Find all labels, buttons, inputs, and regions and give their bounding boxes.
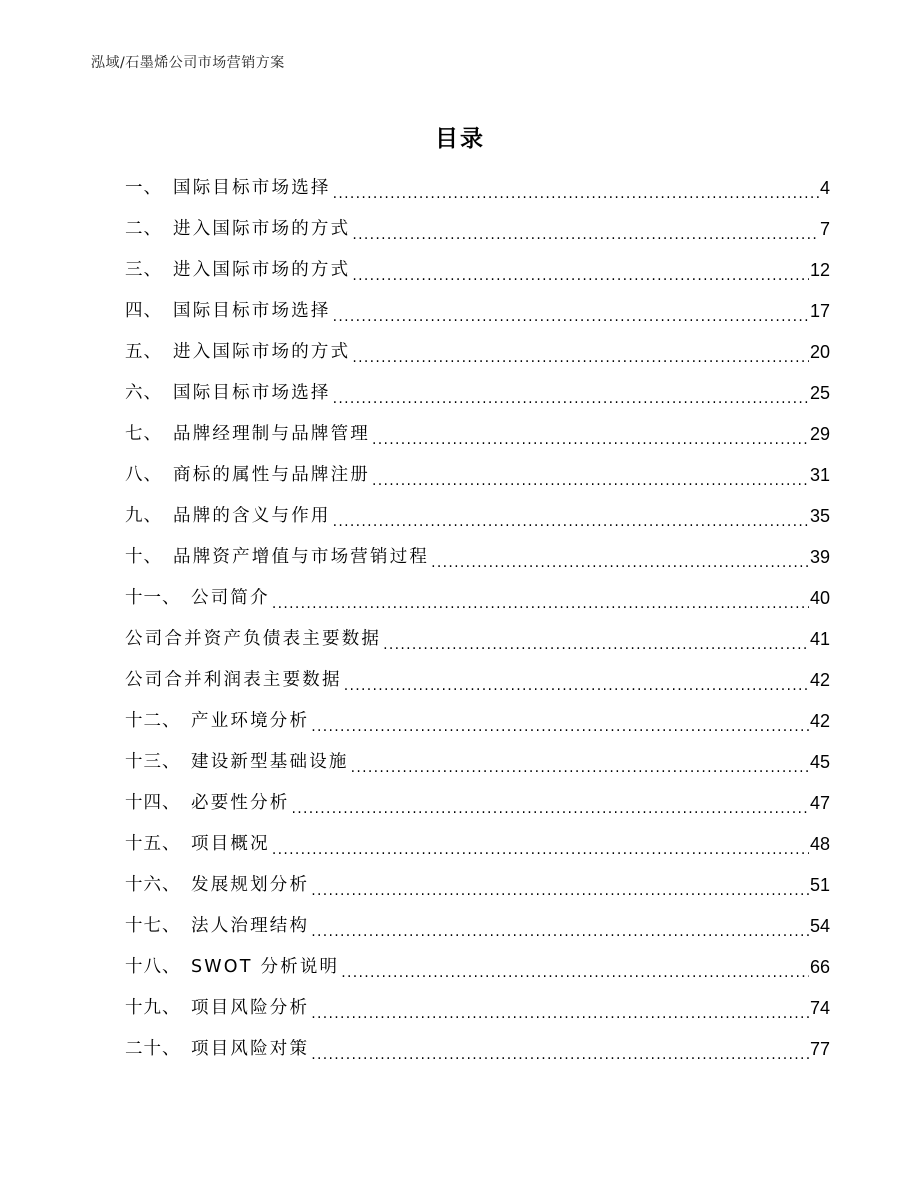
toc-entry-page: 31	[809, 465, 830, 485]
toc-entry-title[interactable]: 项目风险对策	[191, 1039, 310, 1059]
toc-entry-page: 39	[809, 547, 830, 567]
toc-entry[interactable]	[125, 660, 830, 701]
dot-leader	[351, 742, 809, 783]
toc-entry[interactable]	[125, 906, 830, 947]
dot-leader	[383, 619, 809, 660]
dot-leader	[333, 496, 809, 537]
toc-entry-number: 十四、	[125, 793, 181, 813]
dot-leader	[333, 373, 809, 414]
toc-entry-page: 47	[809, 793, 830, 813]
toc-entry-number: 一、	[125, 178, 162, 198]
toc-entry-page: 17	[809, 301, 830, 321]
toc-entry-page: 25	[809, 383, 830, 403]
dot-leader	[341, 947, 809, 988]
toc-entry-page: 29	[809, 424, 830, 444]
toc-entry-title[interactable]: 国际目标市场选择	[173, 178, 331, 198]
dot-leader	[372, 414, 809, 455]
toc-entry-page: 7	[819, 219, 830, 239]
toc-entry-number: 八、	[125, 465, 162, 485]
toc-entry-title[interactable]: SWOT 分析说明	[191, 957, 340, 977]
toc-entry-title[interactable]: 国际目标市场选择	[173, 301, 331, 321]
toc-entry-title[interactable]: 项目概况	[191, 834, 270, 854]
toc-entry-title[interactable]: 公司合并利润表主要数据	[125, 670, 342, 690]
dot-leader	[311, 1029, 809, 1070]
toc-entry-page: 40	[809, 588, 830, 608]
dot-leader	[333, 168, 819, 209]
toc-entry[interactable]	[125, 209, 830, 250]
toc-entry-title[interactable]: 发展规划分析	[191, 875, 310, 895]
page-header: 泓域/石墨烯公司市场营销方案	[91, 55, 285, 71]
toc-entry-title[interactable]: 进入国际市场的方式	[173, 219, 351, 239]
dot-leader	[352, 250, 809, 291]
toc-entry[interactable]	[125, 619, 830, 660]
table-of-contents	[125, 168, 830, 1070]
dot-leader	[333, 291, 809, 332]
dot-leader	[352, 332, 809, 373]
toc-entry-number: 二、	[125, 219, 162, 239]
dot-leader	[311, 988, 809, 1029]
toc-entry-title[interactable]: 品牌资产增值与市场营销过程	[173, 547, 430, 567]
toc-entry-number: 三、	[125, 260, 162, 280]
toc-entry-title[interactable]: 品牌经理制与品牌管理	[173, 424, 370, 444]
toc-entry-number: 九、	[125, 506, 162, 526]
toc-entry-title[interactable]: 进入国际市场的方式	[173, 260, 351, 280]
toc-entry-number: 十三、	[125, 752, 181, 772]
toc-entry-number: 六、	[125, 383, 162, 403]
dot-leader	[292, 783, 809, 824]
toc-entry[interactable]	[125, 742, 830, 783]
toc-entry-page: 66	[809, 957, 830, 977]
toc-entry-title[interactable]: 建设新型基础设施	[191, 752, 349, 772]
toc-entry-page: 42	[809, 711, 830, 731]
toc-entry-page: 4	[819, 178, 830, 198]
toc-entry-page: 51	[809, 875, 830, 895]
toc-entry[interactable]	[125, 1029, 830, 1070]
toc-entry[interactable]	[125, 988, 830, 1029]
toc-entry[interactable]	[125, 332, 830, 373]
toc-entry[interactable]	[125, 291, 830, 332]
toc-entry-number: 十二、	[125, 711, 181, 731]
toc-entry-title[interactable]: 公司简介	[191, 588, 270, 608]
toc-entry-title[interactable]: 进入国际市场的方式	[173, 342, 351, 362]
toc-entry[interactable]	[125, 701, 830, 742]
header-divider	[91, 77, 829, 78]
toc-entry-title[interactable]: 法人治理结构	[191, 916, 310, 936]
toc-entry[interactable]	[125, 168, 830, 209]
dot-leader	[431, 537, 809, 578]
dot-leader	[372, 455, 809, 496]
toc-entry-title[interactable]: 品牌的含义与作用	[173, 506, 331, 526]
toc-entry-number: 二十、	[125, 1039, 181, 1059]
dot-leader	[311, 865, 809, 906]
toc-entry-title[interactable]: 公司合并资产负债表主要数据	[125, 629, 382, 649]
toc-entry-number: 十九、	[125, 998, 181, 1018]
toc-title: 目录	[435, 126, 485, 152]
toc-entry-page: 77	[809, 1039, 830, 1059]
toc-entry[interactable]	[125, 824, 830, 865]
toc-entry[interactable]	[125, 578, 830, 619]
toc-entry-number: 五、	[125, 342, 162, 362]
toc-entry-page: 35	[809, 506, 830, 526]
toc-entry-page: 48	[809, 834, 830, 854]
toc-entry-number: 七、	[125, 424, 162, 444]
toc-entry-page: 20	[809, 342, 830, 362]
toc-entry-number: 四、	[125, 301, 162, 321]
dot-leader	[311, 701, 809, 742]
dot-leader	[272, 578, 809, 619]
toc-entry[interactable]	[125, 865, 830, 906]
dot-leader	[311, 906, 809, 947]
toc-entry-title[interactable]: 产业环境分析	[191, 711, 310, 731]
toc-entry-title[interactable]: 商标的属性与品牌注册	[173, 465, 370, 485]
dot-leader	[352, 209, 819, 250]
toc-entry-page: 54	[809, 916, 830, 936]
toc-entry-title[interactable]: 项目风险分析	[191, 998, 310, 1018]
toc-entry[interactable]	[125, 373, 830, 414]
toc-entry-page: 74	[809, 998, 830, 1018]
toc-entry-number: 十五、	[125, 834, 181, 854]
toc-entry-number: 十八、	[125, 957, 181, 977]
toc-entry[interactable]	[125, 414, 830, 455]
toc-entry[interactable]	[125, 455, 830, 496]
toc-entry-title[interactable]: 必要性分析	[191, 793, 290, 813]
toc-entry-page: 45	[809, 752, 830, 772]
toc-entry-number: 十六、	[125, 875, 181, 895]
toc-entry-number: 十七、	[125, 916, 181, 936]
dot-leader	[272, 824, 809, 865]
toc-entry-page: 12	[809, 260, 830, 280]
toc-entry[interactable]	[125, 496, 830, 537]
dot-leader	[344, 660, 809, 701]
toc-entry-page: 42	[809, 670, 830, 690]
toc-entry[interactable]	[125, 783, 830, 824]
toc-entry[interactable]	[125, 947, 830, 988]
toc-entry-title[interactable]: 国际目标市场选择	[173, 383, 331, 403]
toc-entry-number: 十、	[125, 547, 162, 567]
toc-entry[interactable]	[125, 537, 830, 578]
toc-entry-page: 41	[809, 629, 830, 649]
toc-entry[interactable]	[125, 250, 830, 291]
toc-entry-number: 十一、	[125, 588, 181, 608]
